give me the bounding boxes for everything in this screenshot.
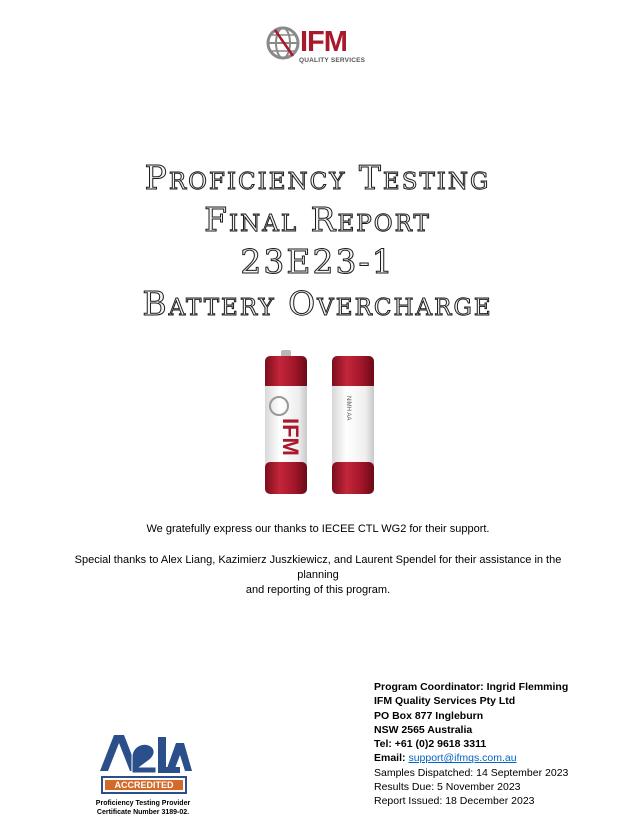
battery-left bbox=[265, 350, 307, 494]
thanks-ctl: We gratefully express our thanks to IECEE CTL WG2 for their support. bbox=[146, 523, 490, 535]
accreditation-caption-2: Certificate Number 3189-02. bbox=[96, 809, 190, 816]
email-label: Email: bbox=[374, 752, 409, 765]
thanks-people-line-1: Special thanks to Alex Liang, Kazimierz Juszkiewicz, and Laurent Spendel for their assistance in the planning bbox=[74, 554, 562, 581]
thanks-people-line-2: and reporting of this program. bbox=[245, 584, 391, 596]
globe-icon bbox=[266, 26, 300, 60]
program-coordinator: Program Coordinator: Ingrid Flemming bbox=[374, 681, 569, 693]
logo-wordmark: IFM bbox=[300, 26, 347, 58]
company-name: IFM Quality Services Pty Ltd bbox=[374, 695, 516, 708]
results-due: Results Due: 5 November 2023 bbox=[374, 781, 521, 794]
po-box: PO Box 877 Ingleburn bbox=[374, 709, 484, 722]
battery-left-brand: IFM bbox=[278, 418, 303, 456]
telephone: Tel: +61 (0)2 9618 3311 bbox=[374, 738, 487, 751]
samples-dispatched: Samples Dispatched: 14 September 2023 bbox=[374, 766, 569, 779]
accreditation-caption-1: Proficiency Testing Provider bbox=[95, 800, 191, 807]
accredited-badge-text: ACCREDITED bbox=[114, 780, 174, 790]
a2la-logo-icon bbox=[88, 727, 198, 799]
battery-right bbox=[332, 356, 374, 494]
thanks-people bbox=[60, 553, 576, 598]
report-title bbox=[0, 157, 635, 325]
email-link[interactable]: support@ifmqs.com.au bbox=[408, 752, 517, 765]
a2la-badge bbox=[88, 727, 198, 822]
battery-illustration bbox=[255, 348, 385, 498]
title-line-4: Battery Overcharge bbox=[142, 284, 493, 323]
title-line-2: Final Report bbox=[204, 200, 431, 239]
ifm-logo bbox=[266, 22, 372, 68]
report-issued: Report Issued: 18 December 2023 bbox=[374, 795, 535, 808]
battery-right-label: NiMH AA bbox=[345, 396, 351, 421]
contact-block bbox=[374, 680, 568, 809]
state-address: NSW 2565 Australia bbox=[374, 723, 473, 736]
title-line-1: Proficiency Testing bbox=[144, 158, 491, 197]
email-line bbox=[374, 751, 568, 765]
title-line-3: 23E23-1 bbox=[240, 242, 395, 281]
logo-subtitle: QUALITY SERVICES bbox=[299, 57, 366, 64]
